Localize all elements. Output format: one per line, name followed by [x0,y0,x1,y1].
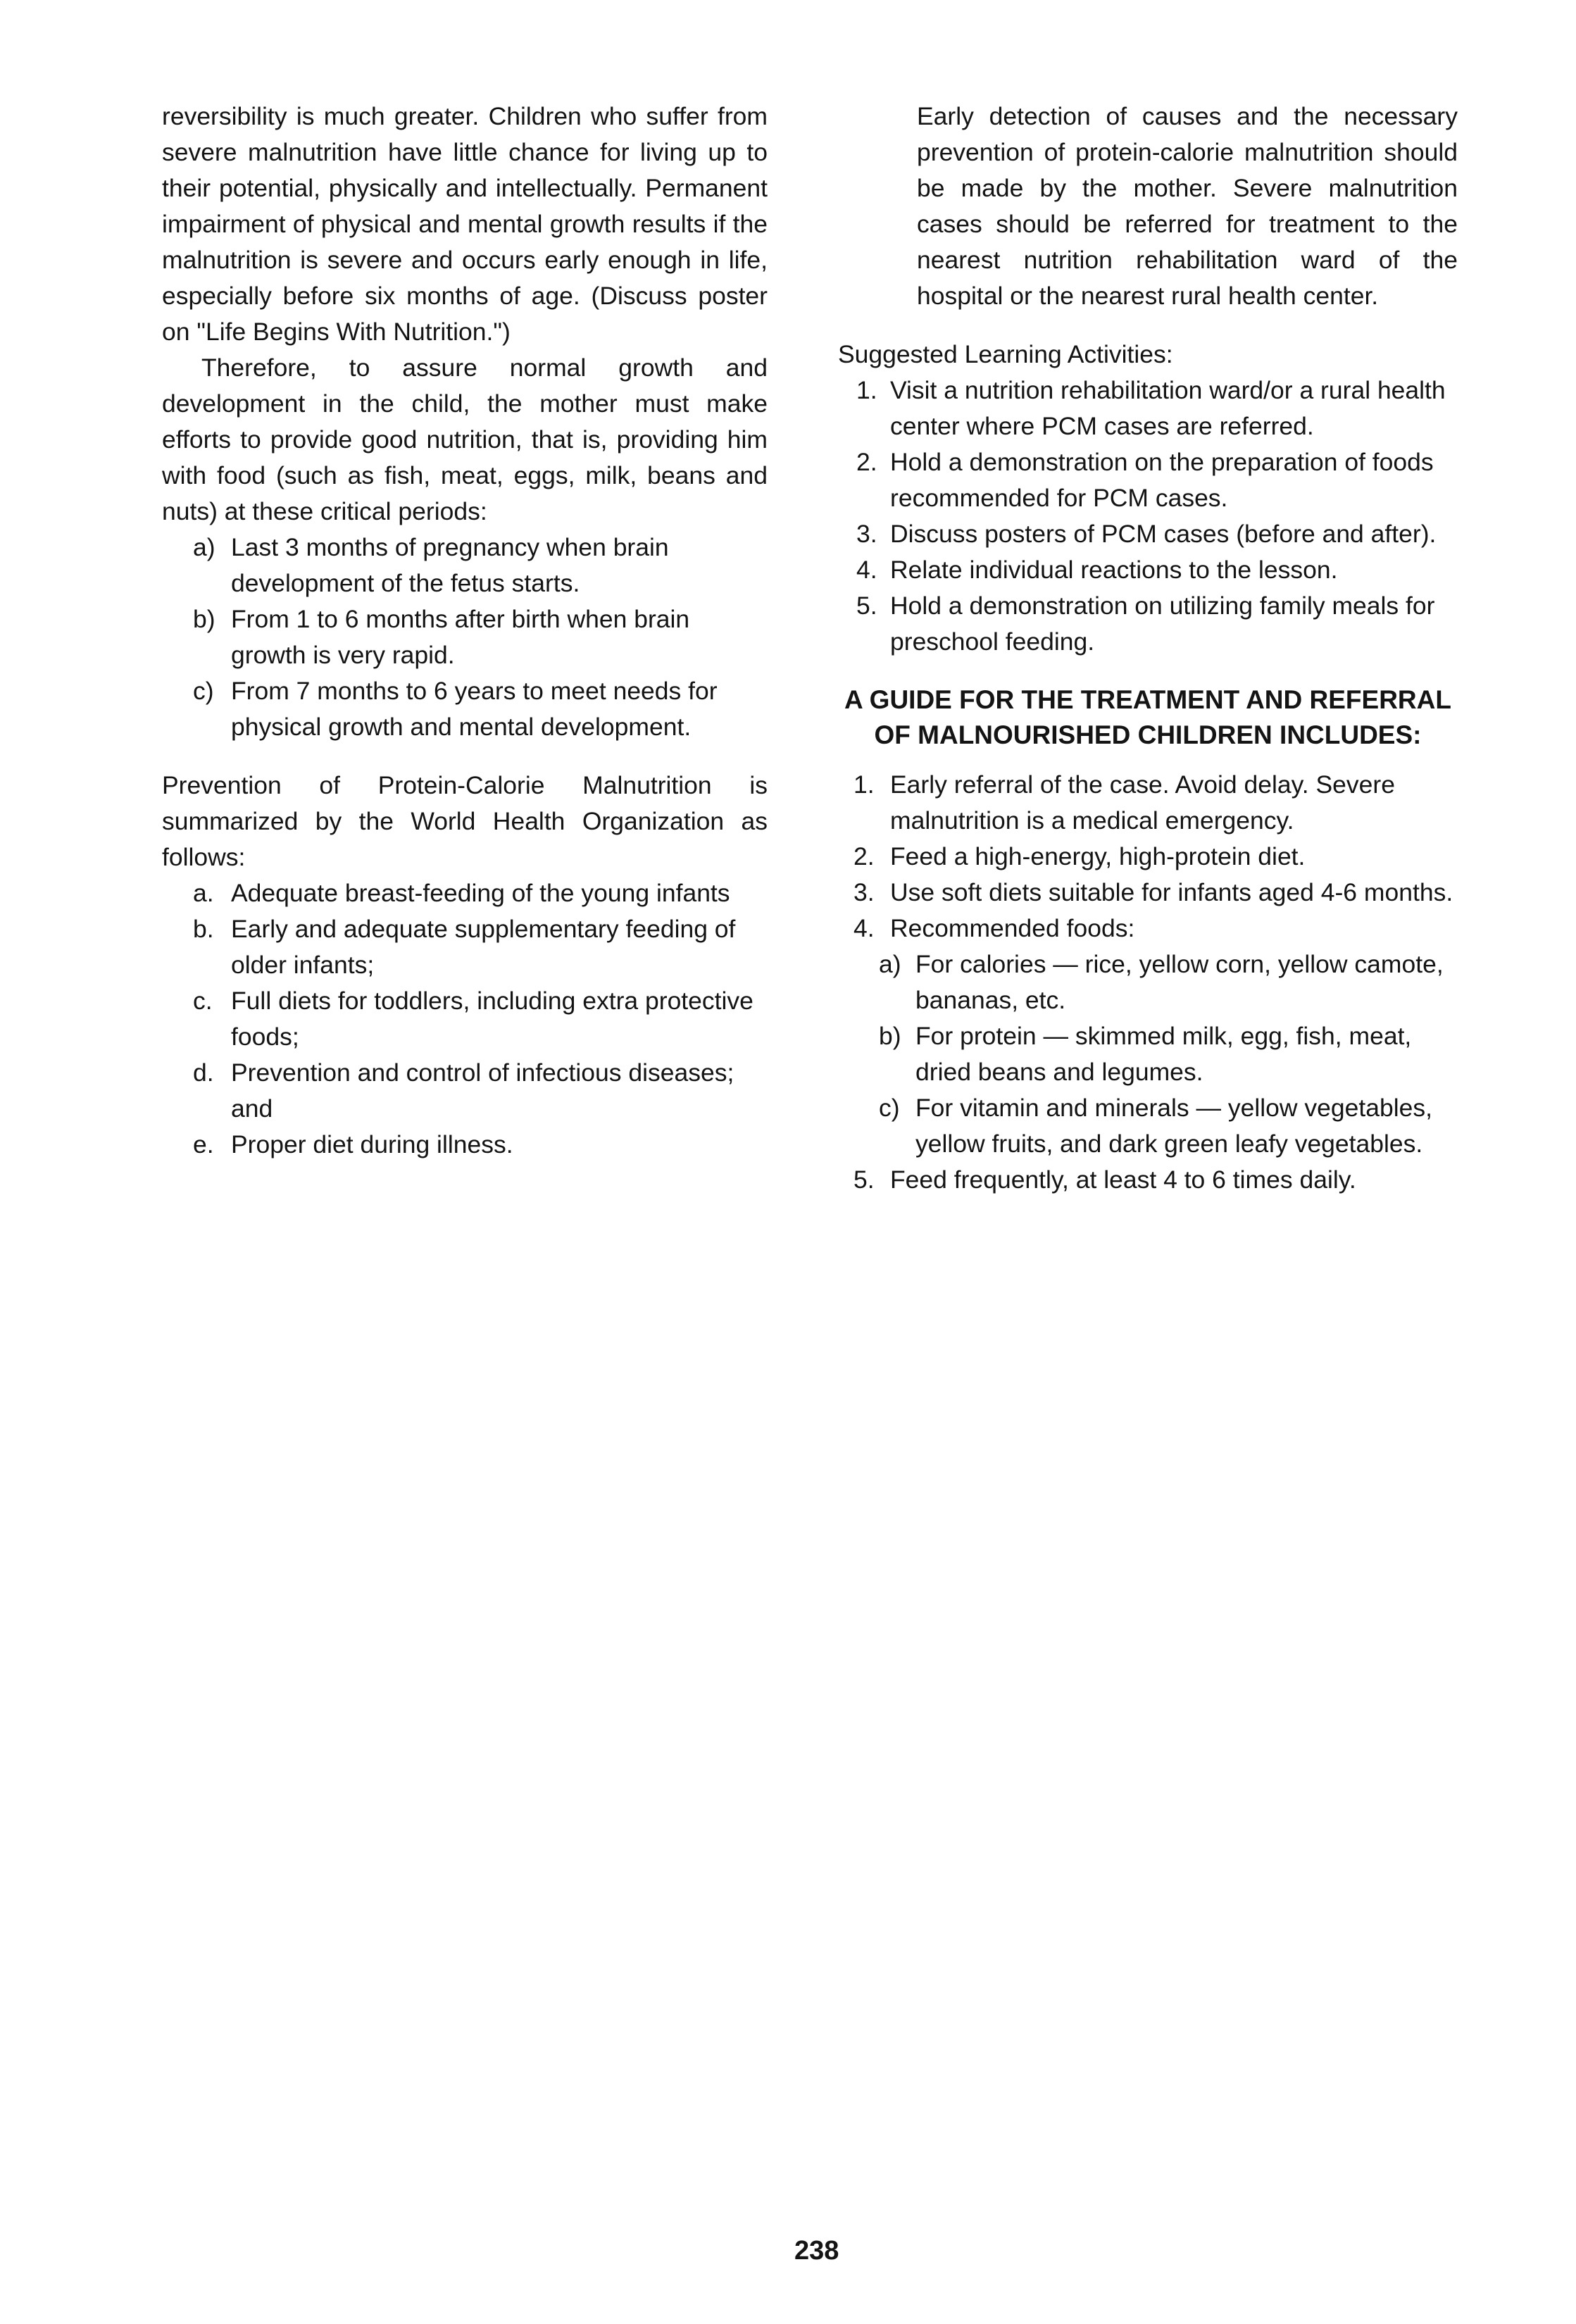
list-item: b) For protein — skimmed milk, egg, fish, meat, dried beans and legumes. [879,1022,1412,1086]
list-item: 4. Relate individual reactions to the lesson. [856,556,1338,584]
paragraph-reversibility: reversibility is much greater. Children who suffer from severe malnutrition have little chance for living up to their potential, physically and intellectually. Permanent impairment of physical and mental growth results if the malnutrition is severe and occurs early enough in life, especially before six months of age. (Discuss poster on "Life Begins With Nutrition.") [162,102,768,346]
list-item: 1. Visit a nutrition rehabilitation ward/or a rural health center where PCM cases are referred. [856,376,1446,440]
page-number: 238 [794,2236,839,2266]
learning-activities-list [838,373,1458,660]
list-item: 3. Discuss posters of PCM cases (before and after). [856,520,1437,548]
paragraph-therefore: Therefore, to assure normal growth and development in the child, the mother must make efforts to provide good nutrition, that is, providing him with food (such as fish, meat, eggs, milk, beans and nuts) at these critical periods: [162,354,768,525]
activities-title: Suggested Learning Activities: [838,340,1173,368]
list-item: c. Full diets for toddlers, including extra protective foods; [193,987,753,1051]
list-item: c) For vitamin and minerals — yellow vegetables, yellow fruits, and dark green leafy vegetables. [879,1094,1432,1158]
list-item: a) Last 3 months of pregnancy when brain development of the fetus starts. [193,533,669,597]
critical-periods-list [162,530,768,745]
list-item: d. Prevention and control of infectious diseases; and [193,1058,734,1123]
list-item: e. Proper diet during illness. [193,1130,513,1158]
list-item: 2. Feed a high-energy, high-protein diet. [853,842,1306,870]
paragraph-early-detection: Early detection of causes and the necessary prevention of protein-calorie malnutrition should be made by the mother. Severe malnutrition cases should be referred for treatment to the nearest nutrition rehabilitation ward of the hospital or the nearest rural health center. [917,102,1458,310]
right-column [838,99,1458,1198]
guide-list [838,767,1458,947]
paragraph-prevention: Prevention of Protein-Calorie Malnutrition is summarized by the World Health Organization as follows: [162,771,768,871]
list-item: 5. Hold a demonstration on utilizing family meals for preschool feeding. [856,592,1435,656]
list-item: 2. Hold a demonstration on the preparation of foods recommended for PCM cases. [856,448,1434,512]
list-item: b) From 1 to 6 months after birth when brain growth is very rapid. [193,605,690,669]
left-column [162,99,768,1163]
list-item: 1. Early referral of the case. Avoid delay. Severe malnutrition is a medical emergency. [853,770,1395,835]
guide-heading: A GUIDE FOR THE TREATMENT AND REFERRAL OF MALNOURISHED CHILDREN INCLUDES: [844,685,1451,749]
list-item: b. Early and adequate supplementary feeding of older infants; [193,915,736,979]
list-item: a. Adequate breast-feeding of the young infants [193,879,730,907]
who-prevention-list [162,875,768,1163]
guide-list-continued [838,1162,1458,1198]
list-item: a) For calories — rice, yellow corn, yellow camote, bananas, etc. [879,950,1444,1014]
recommended-foods-list [838,947,1458,1162]
list-item: 3. Use soft diets suitable for infants aged 4-6 months. [853,878,1453,906]
list-item: 5. Feed frequently, at least 4 to 6 times daily. [853,1166,1356,1194]
list-item: 4. Recommended foods: [853,914,1135,942]
list-item: c) From 7 months to 6 years to meet needs for physical growth and mental development. [193,677,718,741]
